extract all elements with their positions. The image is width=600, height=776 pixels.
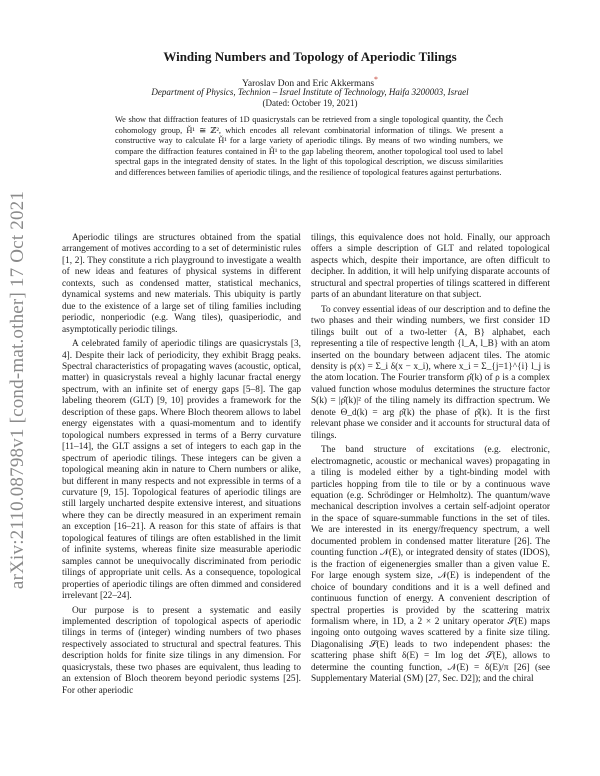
author-footnote-mark[interactable]: * bbox=[374, 75, 378, 84]
arxiv-id-text: arXiv:2110.08798v1 [cond-mat.other] 17 Oct 2021 bbox=[7, 190, 28, 590]
affiliation: Department of Physics, Technion – Israel Institute of Technology, Haifa 3200003, Israel bbox=[151, 87, 469, 97]
paper-title: Winding Numbers and Topology of Aperiodic Tilings bbox=[163, 49, 457, 64]
paragraph: Aperiodic tilings are structures obtained from the spatial arrangement of motives according to a set of deterministic rules [1, 2]. They constitute a rich playground to investigate a wealth of new ideas and features of physical systems in different contexts, such as condensed matter, statistical mechanics, dynamical systems and new materials. This ubiquity is partly due to the existence of a large set of tiling families including periodic, nonperiodic (e.g. Wang tiles), quasiperiodic, and asymptotically periodic tilings. bbox=[62, 233, 301, 335]
abstract: We show that diffraction features of 1D quasicrystals can be retrieved from a single topological quantity, the Čech cohomology group, Ȟ¹ ≅ ℤ², which encodes all relevant combinatorial information of tilings. We present a constructive way to calculate Ȟ¹ for a large variety of aperiodic tilings. By means of two winding numbers, we compare the diffraction features contained in Ȟ¹ to the gap labeling theorem, another topological tool used to label spectral gaps in the integrated density of states. In the light of this topological description, we discuss similarities and differences between families of aperiodic tilings, and the resilience of topological features against perturbations. bbox=[115, 115, 503, 177]
body-right-column bbox=[311, 233, 550, 689]
paragraph: Our purpose is to present a systematic and easily implemented description of topological aspects of aperiodic tilings in terms of (integer) winding numbers of two phases respectively associated to structural and spectral features. This description holds for finite size tilings in any dimension. For quasicrystals, these two phases are equivalent, thus leading to an extension of Bloch theorem beyond periodic systems [25]. For other aperiodic bbox=[62, 605, 301, 696]
date-line: (Dated: October 19, 2021) bbox=[262, 98, 358, 108]
body-left-column bbox=[62, 233, 301, 700]
arxiv-identifier bbox=[0, 140, 38, 640]
paragraph: tilings, this equivalence does not hold. Finally, our approach offers a simple description of GLT and related topological aspects which, despite their importance, are often difficult to decipher. In addition, it will help unifying disparate accounts of structural and spectral properties of tilings scattered in different parts of an abundant literature on that subject. bbox=[311, 233, 550, 301]
paragraph: The band structure of excitations (e.g. electronic, electromagnetic, acoustic or mechanical waves) propagating in a tiling is modeled either by a tight-binding model with particles hopping from tile to tile or by a continuous wave equation (e.g. Schrödinger or Helmholtz). The quantum/wave mechanical description involves a certain self-adjoint operator in the space of square-summable functions in the set of tiles. We are interested in its energy/frequency spectrum, a well documented problem in condensed matter literature [26]. The counting function 𝒩(E), or integrated density of states (IDOS), is the fraction of eigenenergies smaller than a given value E. For large enough system size, 𝒩(E) is independent of the choice of boundary conditions and it is a well defined and continuous function of energy. A convenient description of spectral properties is provided by the scattering matrix formalism where, in 1D, a 2 × 2 unitary operator 𝒮(E) maps ingoing onto outgoing waves scattered by a finite size tiling. Diagonalising 𝒮(E) leads to two independent phases: the scattering phase shift δ(E) = Im log det 𝒮(E), allows to determine the counting function, 𝒩(E) = δ(E)/π [26] (see Supplementary Material (SM) [27, Sec. D2]); and the chiral bbox=[311, 445, 550, 685]
paragraph: To convey essential ideas of our description and to define the two phases and their winding numbers, we first consider 1D tilings built out of a two-letter {A, B} alphabet, each representing a tile of respective length {l_A, l_B} with an atom inserted on the boundary between adjacent tiles. The atomic density is ρ(x) = Σ_i δ(x − x_i), where x_i = Σ_{j=1}^{i} l_j is the atom location. The Fourier transform ρ̂(k) of ρ is a complex valued function whose modulus determines the structure factor S(k) = |ρ̂(k)|² of the tiling namely its diffraction spectrum. We denote Θ_d(k) = arg ρ̂(k) the phase of ρ̂(k). It is the first relevant phase we consider and it accounts for structural data of tilings. bbox=[311, 304, 550, 441]
author-names: Yaroslav Don and Eric Akkermans bbox=[242, 79, 375, 90]
paragraph: A celebrated family of aperiodic tilings are quasicrystals [3, 4]. Despite their lack of periodicity, they exhibit Bragg peaks. Spectral characteristics of propagating waves (acoustic, optical, matter) in quasicrystals reveal a highly lacunar fractal energy spectrum, with an infinite set of energy gaps [5–8]. The gap labeling theorem (GLT) [9, 10] provides a framework for the description of these gaps. Where Bloch theorem allows to label energy eigenstates with a quasi-momentum and to identify topological numbers expressed in terms of a Berry curvature [11–14], the GLT assigns a set of integers to each gap in the spectrum of aperiodic tilings. These integers can be given a topological meaning akin in nature to Chern numbers or alike, but different in many respects and not expressible in terms of a curvature [9, 15]. Topological features of aperiodic tilings are still largely uncharted despite extensive interest, and situations where they can be directly measured in an experiment remain an exception [16–21]. A reason for this state of affairs is that topological features of tilings are often established in the limit of infinite systems, whereas finite size measurable aperiodic samples cannot be unequivocally discriminated from periodic tilings of appropriate unit cells. As a consequence, topological properties of aperiodic tilings are often dimmed and considered irrelevant [22–24]. bbox=[62, 339, 301, 602]
